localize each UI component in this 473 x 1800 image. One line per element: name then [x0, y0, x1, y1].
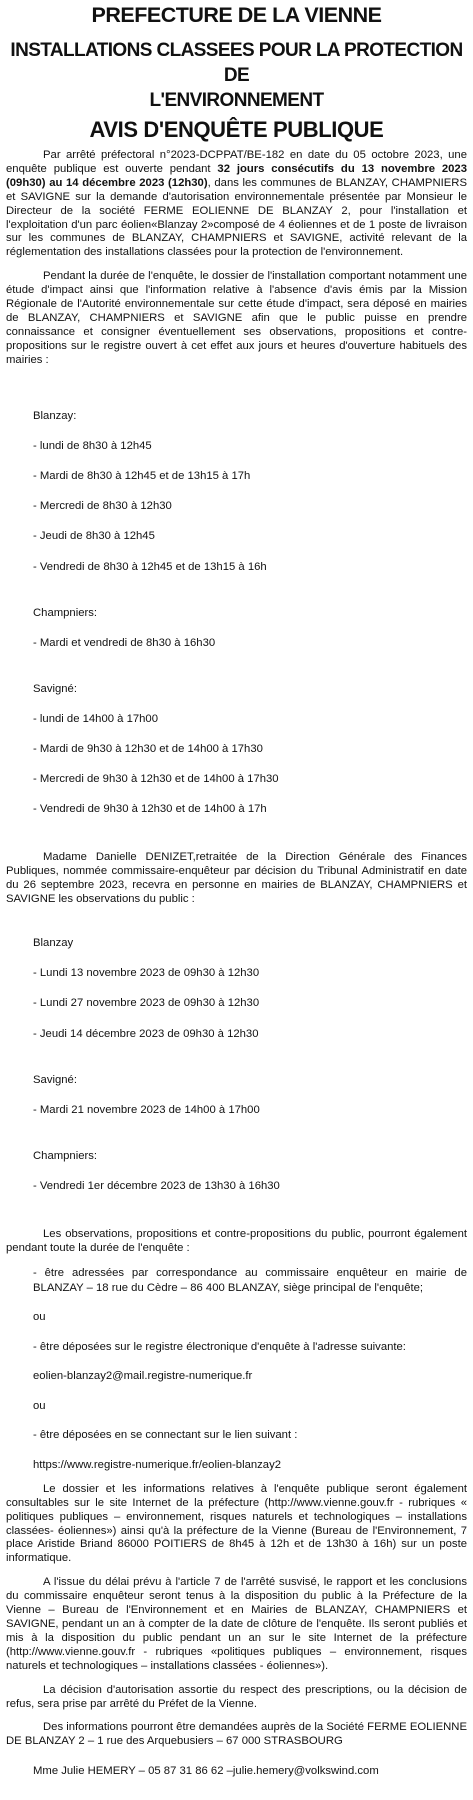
hours-line: - Mercredi de 8h30 à 12h30 — [33, 500, 172, 513]
town-name: Savigné: — [33, 682, 77, 695]
permanence-savigne — [6, 1072, 467, 1118]
observation-online: - être déposées en se connectant sur le lien suivant : — [33, 1429, 298, 1442]
town-name: Blanzay: — [33, 409, 77, 422]
category-title-line-1: INSTALLATIONS CLASSEES POUR LA PROTECTION DE — [10, 40, 463, 86]
hours-line: - Mercredi de 9h30 à 12h30 et de 14h00 à 17h30 — [33, 773, 279, 786]
permanences — [6, 935, 467, 1194]
permanence-line: - Lundi 27 novembre 2023 de 09h30 à 12h30 — [33, 997, 260, 1010]
inquiry-duration: 32 jours consécutifs du 13 novembre 2023 (09h30) au 14 décembre 2023 (12h30) — [6, 162, 467, 189]
dossier-paragraph: Pendant la durée de l'enquête, le dossier de l'installation comportant notamment une étude d'impact ainsi que l'information relative à l'absence d'avis émis par la Mission Régionale de l'Autorité environnementale sur cette étude d'impact, sera déposé en mairies de BLANZAY, CHAMPNIERS et SAVIGNE afin que le public puisse en prendre connaissance et consigner éventuellement ses observations, propositions et contre-propositions sur le registre ouvert à cet effet aux jours et heures d'ouverture habituels des mairies : — [6, 270, 467, 366]
intro-text-end: , dans les communes de BLANZAY, CHAMPNIERS et SAVIGNE sur la demande d'autorisation environnementale présentée par Monsieur le Directeur de la société FERME EOLIENNE DE BLANZAY 2, pour l'installation et l'exploitation d'un parc éolien«Blanzay 2»composé de 4 éoliennes et de 1 poste de livraison sur les communes de BLANZAY, CHAMPNIERS et SAVIGNE, activité relevant de la réglementation des installations classées pour la protection de l'environnement. — [6, 176, 467, 259]
town-name: Champniers: — [33, 1149, 98, 1162]
registry-email: eolien-blanzay2@mail.registre-numerique.fr — [33, 1370, 253, 1383]
permanence-line: - Lundi 13 novembre 2023 de 09h30 à 12h30 — [33, 967, 260, 980]
hours-savigne — [6, 681, 467, 818]
hours-line: - lundi de 14h00 à 17h00 — [33, 712, 158, 725]
observation-by-mail: - être adressées par correspondance au commissaire enquêteur en mairie de BLANZAY – 18 rue du Cèdre – 86 400 BLANZAY, siège principal de l'enquête; — [33, 1266, 467, 1294]
permanence-line: - Jeudi 14 décembre 2023 de 09h30 à 12h30 — [33, 1027, 259, 1040]
hours-line: - Mardi et vendredi de 8h30 à 16h30 — [33, 636, 216, 649]
website-paragraph: Le dossier et les informations relatives à l'enquête publique seront également consultables sur le site Internet de la préfecture (http://www.vienne.gouv.fr - rubriques « politiques publiques – environnement, risques naturels et technologiques – installations classées- éoliennes») ainsi qu'à la préfecture de la Vienne (Bureau de l'Environnement, 7 place Aristide Briand 86000 POITIERS de 8h45 à 12h et de 13h30 à 16h) sur un poste informatique. — [6, 1482, 467, 1565]
observation-or: ou — [33, 1399, 46, 1412]
notice-heading: AVIS D'ENQUÊTE PUBLIQUE — [89, 117, 384, 142]
hours-line: - Mardi de 8h30 à 12h45 et de 13h15 à 17h — [33, 469, 251, 482]
observations-intro: Les observations, propositions et contre-propositions du public, pourront également pendant toute la durée de l'enquête : — [6, 1228, 467, 1254]
notice-body — [6, 149, 467, 1779]
town-name: Champniers: — [33, 606, 98, 619]
decision-paragraph: La décision d'autorisation assortie du respect des prescriptions, ou la décision de refus, sera prise par arrêté du Préfet de la Vienne. — [6, 1683, 467, 1710]
prefecture-title: PREFECTURE DE LA VIENNE — [91, 3, 382, 27]
hours-blanzay — [6, 408, 467, 575]
category-title-line-2: L'ENVIRONNEMENT — [149, 90, 324, 111]
permanence-champniers — [6, 1148, 467, 1194]
notice-category-title — [6, 38, 467, 113]
intro-text-start: Par arrêté préfectoral n°2023-DCPPAT/BE-182 en date du 05 octobre 2023, une enquête publique est ouverte pendant — [6, 149, 467, 175]
info-paragraph: Des informations pourront être demandées auprès de la Société FERME EOLIENNE DE BLANZAY 2 – 1 rue des Arquebusiers – 67 000 STRASBOURG — [6, 1721, 467, 1748]
report-paragraph: A l'issue du délai prévu à l'article 7 de l'arrêté susvisé, le rapport et les conclusions du commissaire enquêteur seront tenus à la disposition du public à la Préfecture de la Vienne – Bureau de l'Environnement et en Mairies de BLANZAY, CHAMPNIERS et SAVIGNE, pendant un an à compter de la date de clôture de l'enquête. Ils seront publiés et mis à la disposition du public pendant un an sur le site Internet de la préfecture (http://www.vienne.gouv.fr - rubriques «politiques publiques – environnement, risques naturels et technologiques – installations classées - éoliennes»). — [6, 1576, 467, 1672]
permanence-blanzay — [6, 935, 467, 1042]
contact-line: Mme Julie HEMERY – 05 87 31 86 62 –julie.hemery@volkswind.com — [33, 1765, 379, 1778]
opening-hours — [6, 408, 467, 818]
hours-line: - Vendredi de 8h30 à 12h45 et de 13h15 à 16h — [33, 560, 267, 573]
permanence-line: - Mardi 21 novembre 2023 de 14h00 à 17h00 — [33, 1103, 260, 1116]
observation-or: ou — [33, 1311, 46, 1324]
permanence-line: - Vendredi 1er décembre 2023 de 13h30 à 16h30 — [33, 1180, 280, 1193]
hours-line: - Vendredi de 9h30 à 12h30 et de 14h00 à 17h — [33, 803, 267, 816]
hours-line: - Mardi de 9h30 à 12h30 et de 14h00 à 17h30 — [33, 743, 263, 756]
hours-line: - Jeudi de 8h30 à 12h45 — [33, 530, 155, 543]
observation-electronic: - être déposées sur le registre électronique d'enquête à l'adresse suivante: — [33, 1340, 406, 1353]
town-name: Savigné: — [33, 1073, 77, 1086]
hours-champniers — [6, 605, 467, 651]
intro-paragraph — [6, 149, 467, 260]
hours-line: - lundi de 8h30 à 12h45 — [33, 439, 152, 452]
commissioner-paragraph: Madame Danielle DENIZET,retraitée de la Direction Générale des Finances Publiques, nommée commissaire-enquêteur par décision du Tribunal Administratif en date du 26 septembre 2023, recevra en personne en mairies de BLANZAY, CHAMPNIERS et SAVIGNE les observations du public : — [6, 851, 467, 906]
town-name: Blanzay — [33, 937, 74, 950]
registry-url: https://www.registre-numerique.fr/eolien-blanzay2 — [33, 1458, 282, 1471]
